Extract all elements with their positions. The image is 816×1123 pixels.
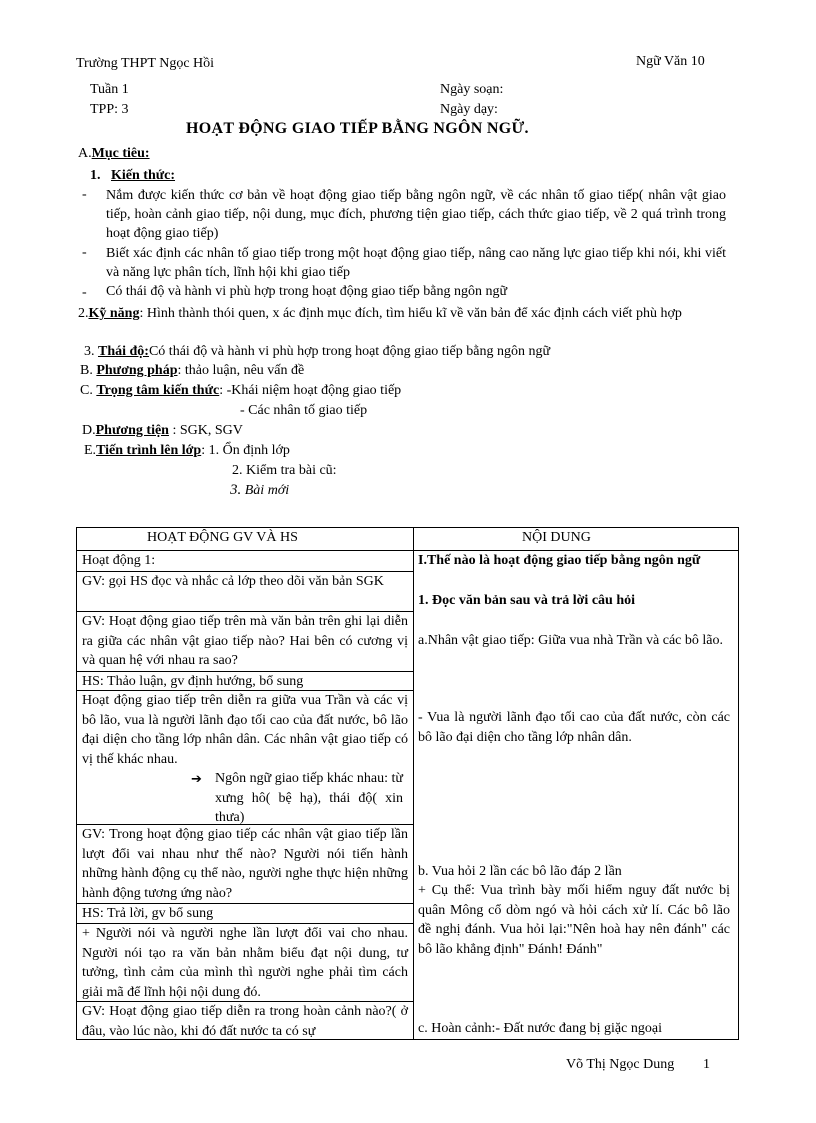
- section-c-prefix: C.: [80, 383, 93, 398]
- content-exchange: b. Vua hỏi 2 lần các bô lão đáp 2 lần: [418, 864, 622, 879]
- attitude-line: [84, 344, 550, 360]
- section-e-step2: 2. Kiểm tra bài cũ:: [232, 463, 337, 478]
- section-e-label: Tiến trình lên lớp: [96, 443, 202, 458]
- section-c-text1: : -Khái niệm hoạt động giao tiếp: [219, 383, 402, 398]
- content-heading-1: I.Thế nào là hoạt động giao tiếp bằng ngôn ngữ: [418, 553, 701, 568]
- attitude-text: Có thái độ và hành vi phù hợp trong hoạt động giao tiếp bằng ngôn ngữ: [148, 344, 551, 359]
- teacher-question-1: GV: gọi HS đọc và nhắc cả lớp theo dõi văn bản SGK: [82, 574, 384, 589]
- period-label: TPP: 3: [90, 102, 129, 117]
- arrow-note: Ngôn ngữ giao tiếp khác nhau: từ xưng hô( bệ hạ), thái độ( xin thưa): [215, 771, 403, 825]
- knowledge-bullet-3: Có thái độ và hành vi phù hợp trong hoạt động giao tiếp bằng ngôn ngữ: [106, 284, 508, 299]
- subject-name: Ngữ Văn 10: [636, 54, 705, 69]
- content-participants: a.Nhân vật giao tiếp: Giữa vua nhà Trần và các bô lão.: [418, 633, 723, 648]
- lesson-table: [76, 527, 739, 1040]
- page-title: HOẠT ĐỘNG GIAO TIẾP BẰNG NGÔN NGỮ.: [186, 120, 529, 137]
- section-d-text: : SGK, SGV: [168, 423, 243, 438]
- section-a-heading: [78, 146, 150, 162]
- knowledge-number: 1.: [90, 168, 101, 183]
- section-d-prefix: D.: [82, 423, 96, 438]
- section-c-text2: - Các nhân tố giao tiếp: [240, 403, 368, 418]
- section-a-prefix: A.: [78, 146, 92, 161]
- content-context: c. Hoàn cảnh:- Đất nước đang bị giặc ngoại: [418, 1021, 662, 1036]
- content-header: NỘI DUNG: [522, 530, 591, 545]
- section-e-step3: [230, 482, 289, 499]
- section-d-label: Phương tiện: [95, 423, 169, 438]
- section-b-text: : thảo luận, nêu vấn đề: [177, 363, 305, 378]
- section-a-label: Mục tiêu:: [91, 146, 150, 161]
- section-e-step3-number: 3.: [230, 482, 242, 498]
- bullet-dash: -: [82, 285, 87, 300]
- school-name: Trường THPT Ngọc Hồi: [76, 56, 215, 71]
- section-d-line: [82, 423, 243, 439]
- teacher-question-3: GV: Trong hoạt động giao tiếp các nhân vật giao tiếp lần lượt đổi vai nhau như thế nào? Người nói tiến hành những hành động cụ thể nào, người nghe thực hiện những hành động tương ứng nào?: [82, 827, 408, 901]
- section-b-line: [80, 363, 304, 379]
- arrow-right-icon: ➔: [191, 772, 202, 787]
- bullet-dash: -: [82, 245, 87, 260]
- knowledge-label: Kiến thức:: [111, 168, 176, 183]
- bullet-dash: -: [82, 187, 87, 202]
- teacher-question-2: GV: Hoạt động giao tiếp trên mà văn bản trên ghi lại diễn ra giữa các nhân vật giao tiếp nào? Hai bên có cương vị và quan hệ với nhau ra sao?: [82, 614, 408, 668]
- activity-column: [77, 528, 414, 1040]
- section-e-step1: : 1. Ổn định lớp: [201, 443, 290, 458]
- skill-prefix: 2.: [78, 306, 89, 321]
- week-label: Tuần 1: [90, 82, 129, 97]
- activity-step-1: Hoạt động 1:: [82, 553, 156, 568]
- section-e-prefix: E.: [84, 443, 97, 458]
- answer-paragraph-1: Hoạt động giao tiếp trên diễn ra giữa vua Trần và các vị bô lão, vua là người lãnh đạo tối cao của đất nước, bô lão đại diện cho tầng lớp nhân dân. Các nhân vật giao tiếp có vị thế khác nhau.: [82, 693, 408, 767]
- teacher-question-4: GV: Hoạt động giao tiếp diễn ra trong hoàn cảnh nào?( ở đâu, vào lúc nào, khi đó đất nước ta có sự: [82, 1004, 408, 1039]
- student-response-2: HS: Trả lời, gv bổ sung: [82, 906, 214, 921]
- answer-paragraph-2: + Người nói và người nghe lần lượt đổi vai cho nhau. Người nói tạo ra văn bản nhằm biểu đạt nội dung, tư tưởng, tình cảm của mình thì người nghe phải tìm cách giải mã để lĩnh hội nội dung đó.: [82, 926, 408, 1000]
- section-b-prefix: B.: [80, 363, 93, 378]
- skill-line: [78, 304, 726, 323]
- section-e-step3-text: Bài mới: [244, 483, 290, 498]
- section-c-line: [80, 383, 401, 399]
- skill-label: Kỹ năng: [88, 306, 140, 321]
- section-e-line: [84, 443, 290, 459]
- content-details: + Cụ thể: Vua trình bày mối hiểm nguy đất nước bị quân Mông cổ dòm ngó và hỏi cách xử lí. Các bô lão đề nghị đánh. Vua hỏi lại:"Nên hoà hay nên đánh" các bô lão khẳng định" Đánh! Đánh": [418, 883, 730, 957]
- footer-author: Võ Thị Ngọc Dung: [566, 1057, 675, 1072]
- skill-text: : Hình thành thói quen, x ác định mục đích, tìm hiểu kĩ về văn bản để xác định cách viết phù hợp: [139, 306, 682, 321]
- date-prepared-label: Ngày soạn:: [440, 82, 504, 97]
- page-number: 1: [703, 1057, 710, 1072]
- knowledge-bullet-1: Nắm được kiến thức cơ bản về hoạt động giao tiếp bằng ngôn ngữ, về các nhân tố giao tiếp( nhân vật giao tiếp, hoàn cảnh giao tiếp, nội dung, mục đích, phương tiện giao tiếp, cách thức giao tiếp, về 2 quá trình trong hoạt động giao tiếp): [106, 188, 726, 241]
- knowledge-bullet-2: Biết xác định các nhân tố giao tiếp trong một hoạt động giao tiếp, nâng cao năng lực giao tiếp khi nói, khi viết và năng lực phân tích, lĩnh hội khi giao tiếp: [106, 246, 726, 280]
- content-roles: - Vua là người lãnh đạo tối cao của đất nước, còn các bô lão đại diện cho tầng lớp nhân dân.: [418, 710, 730, 745]
- student-response-1: HS: Thảo luận, gv định hướng, bổ sung: [82, 674, 304, 689]
- section-b-label: Phương pháp: [96, 363, 178, 378]
- attitude-label: Thái độ:: [98, 344, 149, 359]
- knowledge-heading: [90, 168, 175, 184]
- activity-header: HOẠT ĐỘNG GV VÀ HS: [147, 530, 298, 545]
- content-heading-2: 1. Đọc văn bản sau và trả lời câu hỏi: [418, 593, 635, 608]
- attitude-prefix: 3.: [84, 344, 95, 359]
- date-taught-label: Ngày dạy:: [440, 102, 498, 117]
- content-column: [414, 528, 739, 1040]
- section-c-label: Trọng tâm kiến thức: [96, 383, 220, 398]
